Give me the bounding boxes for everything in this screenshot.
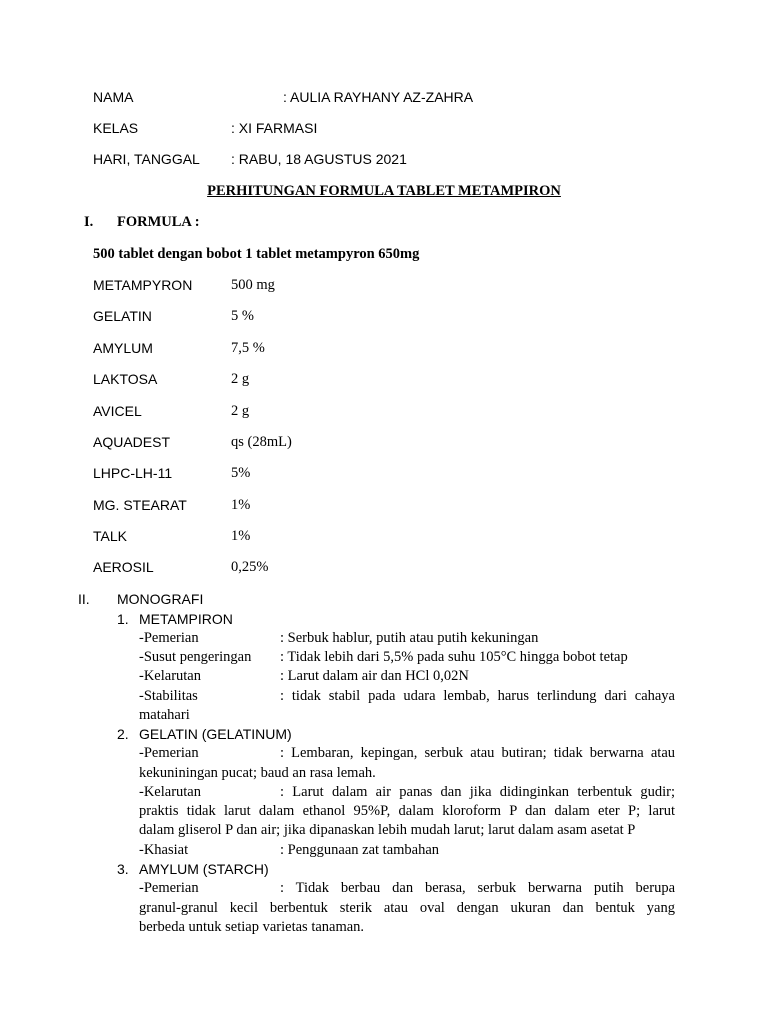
section-2-heading: MONOGRAFI <box>117 591 204 607</box>
monograph-1-title: METAMPIRON <box>139 611 233 627</box>
formula-item-amount: 7,5 % <box>231 340 265 356</box>
formula-item-amount: qs (28mL) <box>231 434 292 450</box>
m1-kelarutan-value: : Larut dalam air dan HCl 0,02N <box>280 668 469 684</box>
name-value: : AULIA RAYHANY AZ-ZAHRA <box>283 89 474 105</box>
section-1-numeral: I. <box>84 214 94 230</box>
m1-stabilitas-continued: matahari <box>139 707 190 723</box>
formula-item-name: METAMPYRON <box>93 277 193 293</box>
m1-pemerian-value: : Serbuk hablur, putih atau putih kekuningan <box>280 630 539 646</box>
m3-pemerian-label: -Pemerian <box>139 880 199 896</box>
m2-kelarutan-value: : Larut dalam air panas dan jika didinginkan terbentuk gudir; <box>280 784 675 800</box>
monograph-3-number: 3. <box>117 861 129 877</box>
formula-item-amount: 2 g <box>231 403 250 419</box>
monograph-2-number: 2. <box>117 726 129 742</box>
date-value: : RABU, 18 AGUSTUS 2021 <box>231 151 407 167</box>
m2-khasiat-label: -Khasiat <box>139 842 189 858</box>
formula-item-name: AEROSIL <box>93 559 154 575</box>
monograph-1-number: 1. <box>117 611 129 627</box>
m2-kelarutan-continued-2: dalam gliserol P dan air; jika dipanaskan lebih mudah larut; larut dalam asam asetat P <box>139 822 636 838</box>
class-value: : XI FARMASI <box>231 120 318 136</box>
section-2-numeral: II. <box>78 591 90 607</box>
m1-susut-label: -Susut pengeringan <box>139 649 252 665</box>
m3-pemerian-continued-2: berbeda untuk setiap varietas tanaman. <box>139 919 365 935</box>
formula-item-name: AMYLUM <box>93 340 153 356</box>
formula-item-amount: 1% <box>231 497 251 513</box>
name-label: NAMA <box>93 89 134 105</box>
m2-pemerian-label: -Pemerian <box>139 745 199 761</box>
monograph-2-title: GELATIN (GELATINUM) <box>139 726 292 742</box>
monograph-3-title: AMYLUM (STARCH) <box>139 861 269 877</box>
formula-item-amount: 1% <box>231 528 251 544</box>
m2-pemerian-value: : Lembaran, kepingan, serbuk atau butiran; tidak berwarna atau <box>280 745 675 761</box>
m1-susut-value: : Tidak lebih dari 5,5% pada suhu 105°C hingga bobot tetap <box>280 649 628 665</box>
formula-item-name: MG. STEARAT <box>93 497 187 513</box>
formula-item-amount: 0,25% <box>231 559 269 575</box>
formula-item-amount: 5 % <box>231 308 254 324</box>
formula-item-name: LAKTOSA <box>93 371 158 387</box>
m1-stabilitas-value: : tidak stabil pada udara lembab, harus terlindung dari cahaya <box>280 688 675 704</box>
formula-item-name: GELATIN <box>93 308 152 324</box>
m3-pemerian-continued-1: granul-granul kecil berbentuk sterik atau oval dengan ukuran dan bentuk yang <box>139 900 675 916</box>
m1-stabilitas-label: -Stabilitas <box>139 688 198 704</box>
class-label: KELAS <box>93 120 139 136</box>
m2-kelarutan-continued-1: praktis tidak larut dalam ethanol 95%P, dalam kloroform P dan dalam eter P; larut <box>139 803 675 819</box>
formula-subheading: 500 tablet dengan bobot 1 tablet metampyron 650mg <box>93 246 420 262</box>
formula-item-name: TALK <box>93 528 127 544</box>
formula-item-name: AQUADEST <box>93 434 171 450</box>
m2-kelarutan-label: -Kelarutan <box>139 784 201 800</box>
formula-item-name: LHPC-LH-11 <box>93 465 173 481</box>
m2-pemerian-continued: kekuniningan pucat; baud an rasa lemah. <box>139 765 376 781</box>
formula-item-amount: 5% <box>231 465 251 481</box>
m1-kelarutan-label: -Kelarutan <box>139 668 201 684</box>
date-label: HARI, TANGGAL <box>93 151 200 167</box>
formula-item-amount: 2 g <box>231 371 250 387</box>
formula-item-name: AVICEL <box>93 403 142 419</box>
section-1-heading: FORMULA : <box>117 214 200 230</box>
m1-pemerian-label: -Pemerian <box>139 630 199 646</box>
m3-pemerian-value: : Tidak berbau dan berasa, serbuk berwarna putih berupa <box>280 880 675 896</box>
document-title: PERHITUNGAN FORMULA TABLET METAMPIRON <box>207 183 561 199</box>
m2-khasiat-value: : Penggunaan zat tambahan <box>280 842 440 858</box>
formula-item-amount: 500 mg <box>231 277 275 293</box>
